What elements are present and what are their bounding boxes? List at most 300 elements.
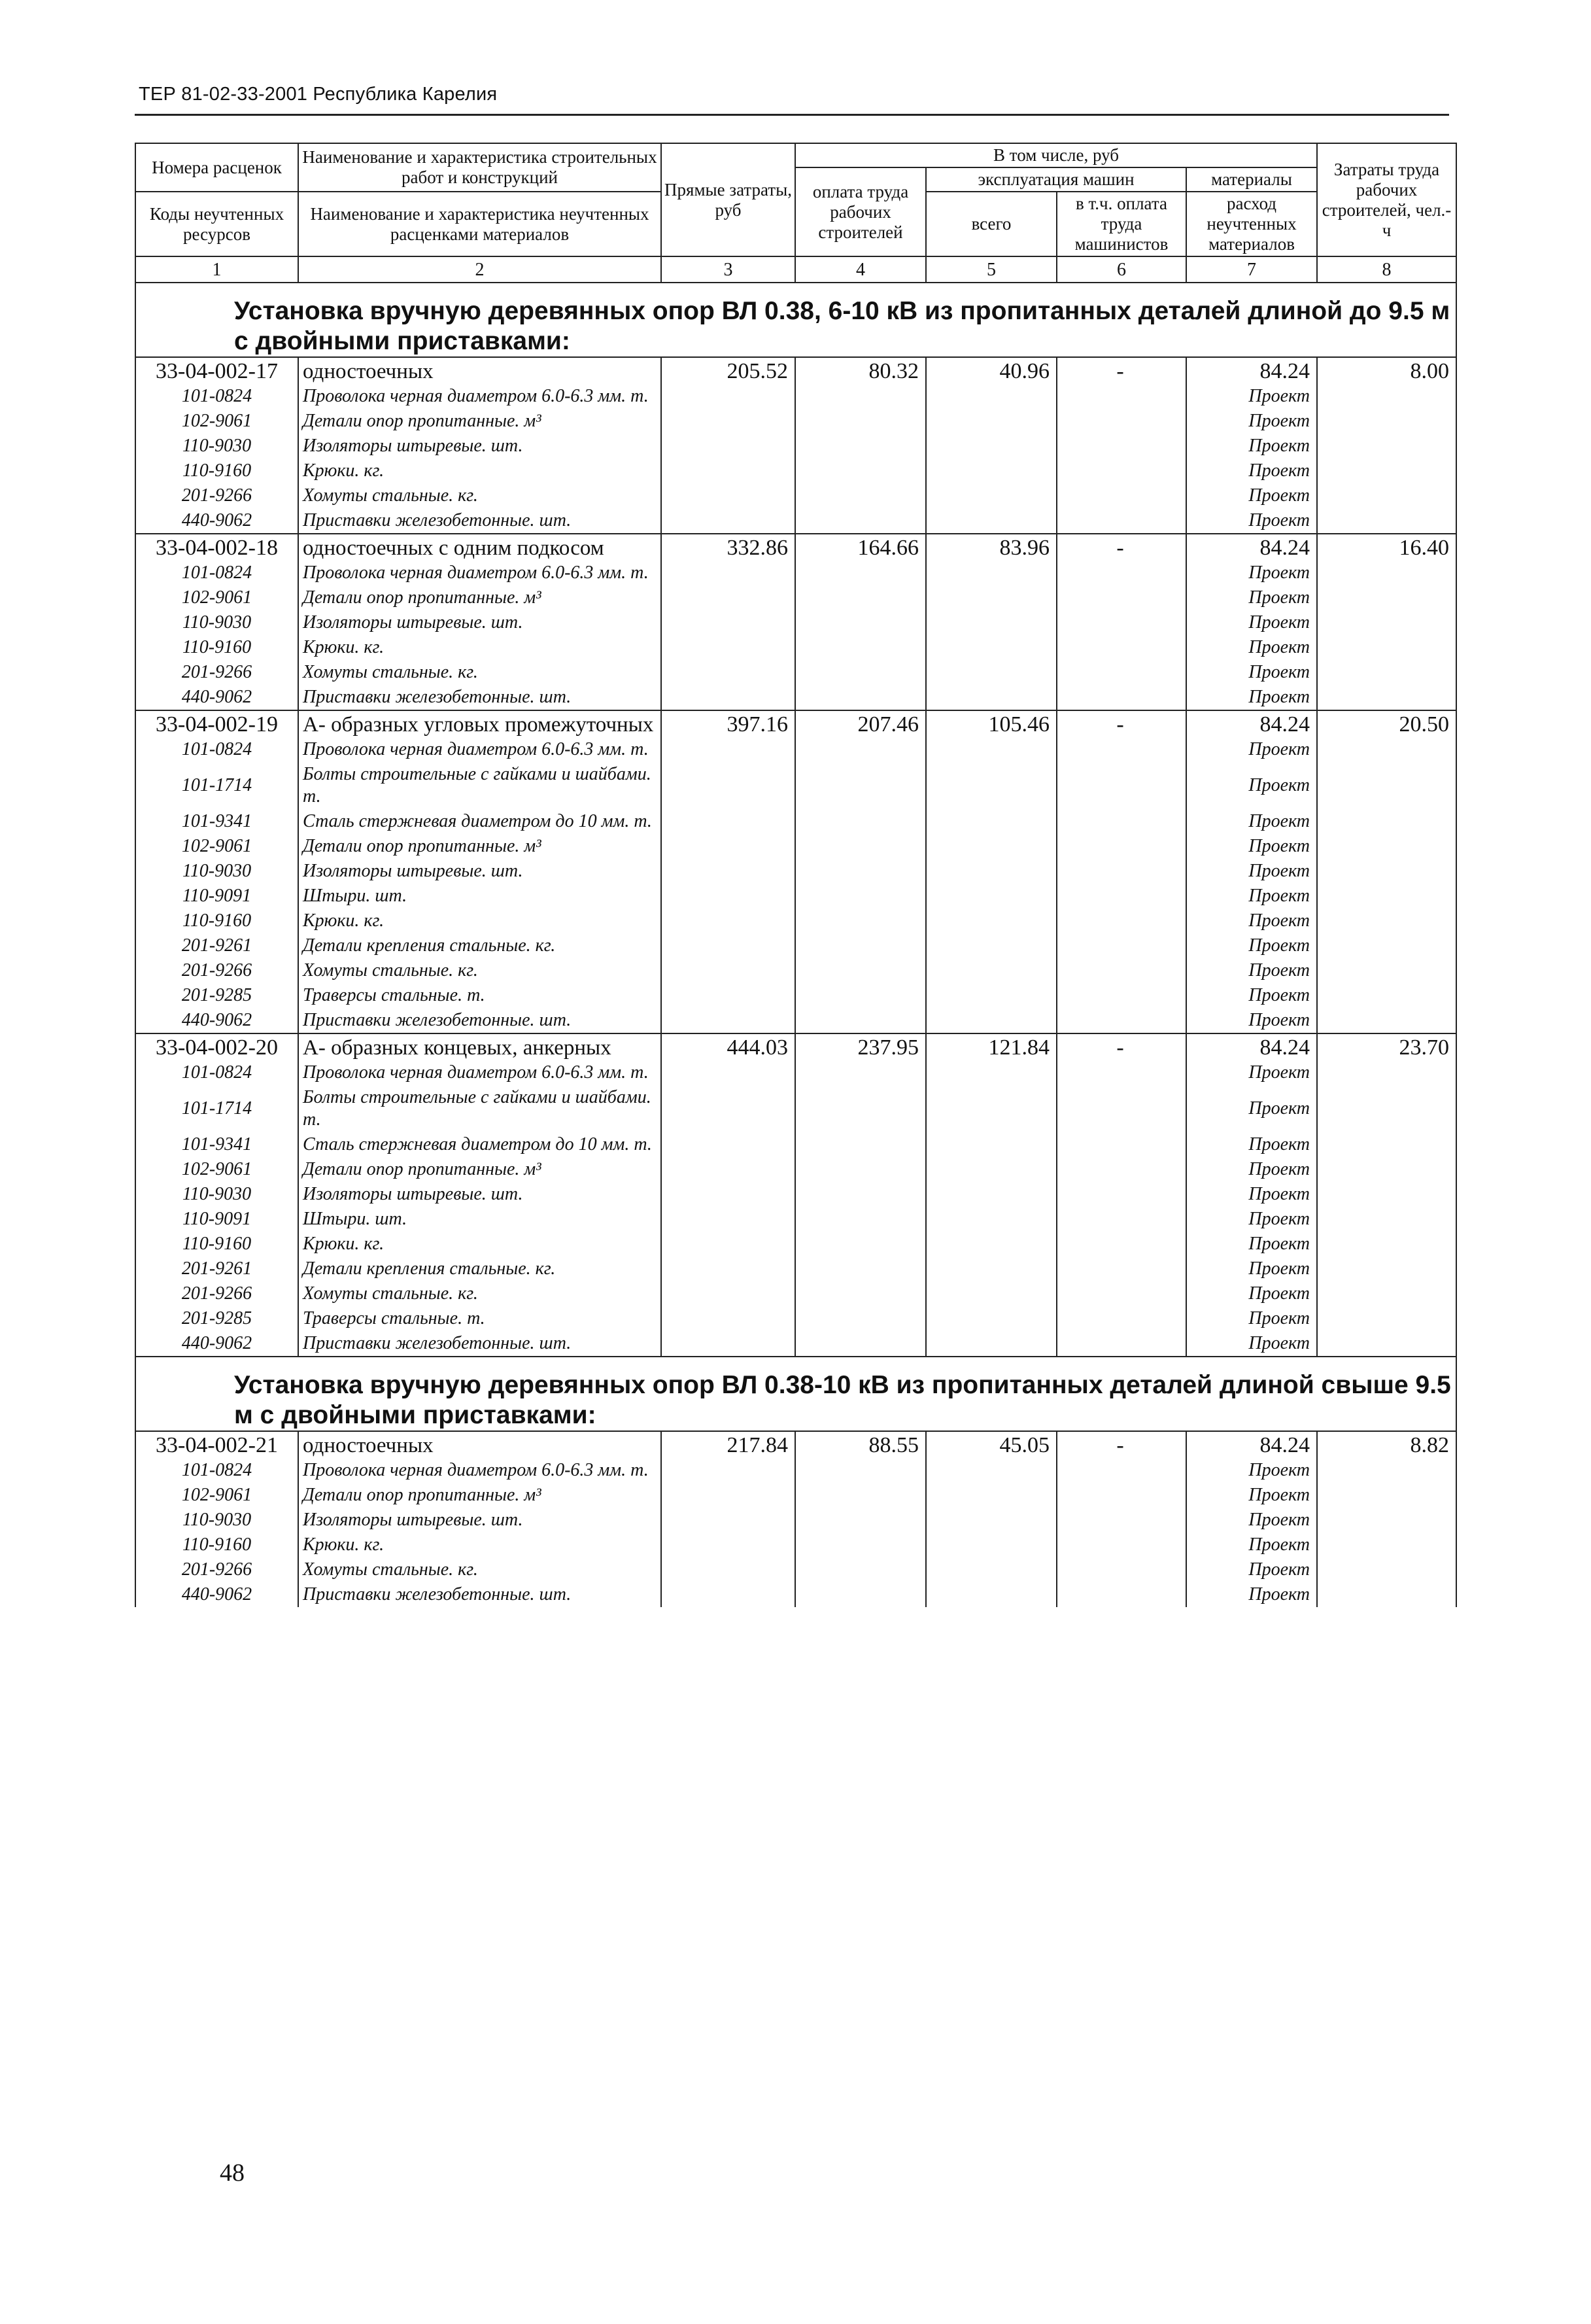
header-codes: Коды неучтенных ресурсов [135, 192, 298, 256]
page-number: 48 [220, 2159, 245, 2187]
materials-costs: 84.24 [1186, 1431, 1317, 1458]
empty-cell [795, 610, 926, 635]
empty-cell [661, 1582, 795, 1607]
resource-consumption: Проект [1186, 508, 1317, 534]
empty-cell [1057, 1157, 1186, 1182]
empty-cell [926, 1060, 1057, 1085]
empty-cell [661, 834, 795, 859]
direct-costs: 332.86 [661, 534, 795, 561]
resource-consumption: Проект [1186, 1232, 1317, 1257]
empty-cell [795, 1458, 926, 1483]
empty-cell [1317, 983, 1456, 1008]
resource-row [135, 859, 1456, 884]
header-incl-machinists: в т.ч. оплата труда машинистов [1057, 192, 1186, 256]
empty-cell [661, 1207, 795, 1232]
empty-cell [795, 561, 926, 585]
machine-costs: 83.96 [926, 534, 1057, 561]
empty-cell [926, 762, 1057, 809]
resource-name: Болты строительные с гайками и шайбами. т. [298, 762, 661, 809]
resource-name: Хомуты стальные. кг. [298, 958, 661, 983]
resource-name: Детали крепления стальные. кг. [298, 1257, 661, 1281]
empty-cell [1317, 1331, 1456, 1357]
resource-row [135, 1483, 1456, 1508]
resource-name: Штыри. шт. [298, 884, 661, 909]
empty-cell [926, 434, 1057, 459]
empty-cell [795, 1508, 926, 1533]
resource-row [135, 409, 1456, 434]
empty-cell [1057, 409, 1186, 434]
resource-row [135, 434, 1456, 459]
resource-code: 201-9261 [135, 1257, 298, 1281]
empty-cell [1057, 809, 1186, 834]
direct-costs: 397.16 [661, 710, 795, 737]
materials-costs: 84.24 [1186, 1033, 1317, 1060]
empty-cell [1057, 483, 1186, 508]
resource-consumption: Проект [1186, 983, 1317, 1008]
resource-code: 110-9160 [135, 635, 298, 660]
empty-cell [1057, 859, 1186, 884]
empty-cell [1057, 834, 1186, 859]
column-number: 7 [1186, 256, 1317, 283]
empty-cell [1317, 1060, 1456, 1085]
empty-cell [795, 585, 926, 610]
resource-name: Изоляторы штыревые. шт. [298, 1182, 661, 1207]
resource-row [135, 1458, 1456, 1483]
empty-cell [795, 1331, 926, 1357]
resource-row [135, 809, 1456, 834]
empty-cell [795, 1182, 926, 1207]
empty-cell [661, 933, 795, 958]
empty-cell [1057, 635, 1186, 660]
resource-row [135, 1132, 1456, 1157]
column-number: 5 [926, 256, 1057, 283]
empty-cell [926, 1157, 1057, 1182]
resource-consumption: Проект [1186, 1008, 1317, 1033]
empty-cell [926, 1085, 1057, 1132]
empty-cell [661, 585, 795, 610]
empty-cell [926, 1306, 1057, 1331]
empty-cell [795, 834, 926, 859]
empty-cell [1057, 762, 1186, 809]
resource-name: Болты строительные с гайками и шайбами. т. [298, 1085, 661, 1132]
labor-hours: 16.40 [1317, 534, 1456, 561]
resource-name: Проволока черная диаметром 6.0-6.3 мм. т. [298, 1458, 661, 1483]
header-direct-costs: Прямые затраты, руб [661, 143, 795, 256]
empty-cell [926, 933, 1057, 958]
resource-row [135, 1533, 1456, 1557]
resource-row [135, 561, 1456, 585]
empty-cell [926, 884, 1057, 909]
resource-code: 440-9062 [135, 1008, 298, 1033]
resource-row [135, 1085, 1456, 1132]
empty-cell [661, 1483, 795, 1508]
header-including: В том числе, руб [795, 143, 1317, 167]
column-number: 4 [795, 256, 926, 283]
resource-code: 201-9266 [135, 958, 298, 983]
empty-cell [926, 1281, 1057, 1306]
empty-cell [926, 1207, 1057, 1232]
rate-name: А- образных угловых промежуточных [298, 710, 661, 737]
resource-row [135, 1508, 1456, 1533]
empty-cell [1317, 561, 1456, 585]
empty-cell [795, 1257, 926, 1281]
resource-code: 201-9285 [135, 983, 298, 1008]
resource-name: Траверсы стальные. т. [298, 983, 661, 1008]
resource-code: 110-9160 [135, 909, 298, 933]
resource-consumption: Проект [1186, 483, 1317, 508]
resource-consumption: Проект [1186, 1533, 1317, 1557]
empty-cell [1317, 1281, 1456, 1306]
resource-row [135, 1257, 1456, 1281]
empty-cell [926, 459, 1057, 483]
empty-cell [661, 762, 795, 809]
empty-cell [1057, 1281, 1186, 1306]
empty-cell [926, 1582, 1057, 1607]
resource-consumption: Проект [1186, 685, 1317, 710]
section-title: Установка вручную деревянных опор ВЛ 0.38, 6-10 кВ из пропитанных деталей длиной до 9.5 м с двойными приставками: [135, 283, 1456, 357]
resource-row [135, 685, 1456, 710]
resource-consumption: Проект [1186, 409, 1317, 434]
empty-cell [661, 459, 795, 483]
resource-consumption: Проект [1186, 1483, 1317, 1508]
resource-code: 110-9030 [135, 1182, 298, 1207]
empty-cell [1317, 459, 1456, 483]
empty-cell [1057, 1132, 1186, 1157]
machinists-pay: - [1057, 710, 1186, 737]
empty-cell [1317, 1207, 1456, 1232]
empty-cell [795, 384, 926, 409]
empty-cell [1317, 1232, 1456, 1257]
empty-cell [661, 685, 795, 710]
empty-cell [661, 434, 795, 459]
resource-row [135, 459, 1456, 483]
resource-code: 101-0824 [135, 1060, 298, 1085]
empty-cell [661, 1060, 795, 1085]
header-labor-pay: оплата труда рабочих строителей [795, 167, 926, 256]
labor-hours: 23.70 [1317, 1033, 1456, 1060]
rate-code: 33-04-002-20 [135, 1033, 298, 1060]
empty-cell [661, 561, 795, 585]
resource-row [135, 384, 1456, 409]
empty-cell [1057, 561, 1186, 585]
resource-code: 201-9266 [135, 1557, 298, 1582]
empty-cell [926, 1132, 1057, 1157]
empty-cell [1317, 384, 1456, 409]
resource-name: Изоляторы штыревые. шт. [298, 1508, 661, 1533]
empty-cell [661, 1132, 795, 1157]
resource-consumption: Проект [1186, 762, 1317, 809]
empty-cell [795, 483, 926, 508]
machine-costs: 45.05 [926, 1431, 1057, 1458]
empty-cell [1057, 685, 1186, 710]
empty-cell [661, 884, 795, 909]
resource-consumption: Проект [1186, 859, 1317, 884]
resource-consumption: Проект [1186, 1508, 1317, 1533]
empty-cell [1057, 958, 1186, 983]
rate-name: одностоечных [298, 1431, 661, 1458]
empty-cell [1057, 585, 1186, 610]
empty-cell [926, 508, 1057, 534]
empty-cell [1057, 884, 1186, 909]
materials-costs: 84.24 [1186, 357, 1317, 384]
resource-name: Крюки. кг. [298, 459, 661, 483]
empty-cell [926, 1508, 1057, 1533]
resource-row [135, 1232, 1456, 1257]
resource-consumption: Проект [1186, 1132, 1317, 1157]
header-rate-numbers: Номера расценок [135, 143, 298, 192]
header-name-materials: Наименование и характеристика неучтенных расценками материалов [298, 192, 661, 256]
resource-row [135, 983, 1456, 1008]
resource-name: Крюки. кг. [298, 635, 661, 660]
resource-name: Проволока черная диаметром 6.0-6.3 мм. т. [298, 737, 661, 762]
section-heading-row [135, 1357, 1456, 1431]
empty-cell [661, 409, 795, 434]
resource-row [135, 610, 1456, 635]
column-number: 6 [1057, 256, 1186, 283]
resource-name: Траверсы стальные. т. [298, 1306, 661, 1331]
resource-code: 102-9061 [135, 585, 298, 610]
column-number: 3 [661, 256, 795, 283]
header-labor-costs: Затраты труда рабочих строителей, чел.-ч [1317, 143, 1456, 256]
empty-cell [1317, 434, 1456, 459]
header-materials: материалы [1186, 167, 1317, 192]
empty-cell [1057, 1182, 1186, 1207]
resource-code: 201-9285 [135, 1306, 298, 1331]
resource-consumption: Проект [1186, 1582, 1317, 1607]
resource-consumption: Проект [1186, 1557, 1317, 1582]
empty-cell [795, 508, 926, 534]
resource-consumption: Проект [1186, 834, 1317, 859]
empty-cell [926, 1008, 1057, 1033]
resource-consumption: Проект [1186, 384, 1317, 409]
resource-row [135, 1281, 1456, 1306]
resource-code: 440-9062 [135, 508, 298, 534]
empty-cell [1317, 1508, 1456, 1533]
empty-cell [926, 809, 1057, 834]
empty-cell [1317, 1557, 1456, 1582]
empty-cell [795, 1085, 926, 1132]
empty-cell [661, 809, 795, 834]
resource-code: 110-9030 [135, 859, 298, 884]
resource-row [135, 834, 1456, 859]
resource-row [135, 1008, 1456, 1033]
labor-pay: 237.95 [795, 1033, 926, 1060]
empty-cell [795, 762, 926, 809]
resource-consumption: Проект [1186, 958, 1317, 983]
resource-name: Крюки. кг. [298, 1232, 661, 1257]
resource-row [135, 1060, 1456, 1085]
empty-cell [661, 483, 795, 508]
empty-cell [926, 909, 1057, 933]
empty-cell [1317, 1132, 1456, 1157]
empty-cell [1317, 1257, 1456, 1281]
empty-cell [661, 1257, 795, 1281]
header-total: всего [926, 192, 1057, 256]
resource-code: 110-9160 [135, 1533, 298, 1557]
labor-pay: 88.55 [795, 1431, 926, 1458]
resource-name: Детали опор пропитанные. м³ [298, 834, 661, 859]
empty-cell [1057, 737, 1186, 762]
direct-costs: 217.84 [661, 1431, 795, 1458]
empty-cell [1317, 933, 1456, 958]
labor-hours: 8.82 [1317, 1431, 1456, 1458]
empty-cell [661, 1182, 795, 1207]
resource-consumption: Проект [1186, 737, 1317, 762]
empty-cell [1317, 1483, 1456, 1508]
header-materials-consumption: расход неучтенных материалов [1186, 192, 1317, 256]
empty-cell [795, 1533, 926, 1557]
resource-consumption: Проект [1186, 909, 1317, 933]
resource-name: Приставки железобетонные. шт. [298, 1008, 661, 1033]
empty-cell [1057, 434, 1186, 459]
empty-cell [1057, 983, 1186, 1008]
empty-cell [1317, 1582, 1456, 1607]
resource-consumption: Проект [1186, 1458, 1317, 1483]
empty-cell [1317, 859, 1456, 884]
empty-cell [795, 909, 926, 933]
resource-row [135, 737, 1456, 762]
resource-row [135, 958, 1456, 983]
empty-cell [926, 660, 1057, 685]
resource-code: 101-9341 [135, 809, 298, 834]
rate-code: 33-04-002-21 [135, 1431, 298, 1458]
machinists-pay: - [1057, 1033, 1186, 1060]
empty-cell [1057, 1232, 1186, 1257]
empty-cell [926, 409, 1057, 434]
empty-cell [926, 1331, 1057, 1357]
empty-cell [661, 983, 795, 1008]
machine-costs: 40.96 [926, 357, 1057, 384]
section-title: Установка вручную деревянных опор ВЛ 0.38-10 кВ из пропитанных деталей длиной свыше 9.5 м с двойными приставками: [135, 1357, 1456, 1431]
empty-cell [926, 561, 1057, 585]
empty-cell [1317, 809, 1456, 834]
resource-code: 110-9030 [135, 610, 298, 635]
header-name-works: Наименование и характеристика строительных работ и конструкций [298, 143, 661, 192]
empty-cell [1317, 1157, 1456, 1182]
empty-cell [1317, 483, 1456, 508]
empty-cell [1057, 1331, 1186, 1357]
rate-code: 33-04-002-18 [135, 534, 298, 561]
resource-row [135, 1157, 1456, 1182]
empty-cell [926, 1257, 1057, 1281]
machine-costs: 121.84 [926, 1033, 1057, 1060]
materials-costs: 84.24 [1186, 534, 1317, 561]
empty-cell [795, 685, 926, 710]
resource-name: Крюки. кг. [298, 1533, 661, 1557]
machinists-pay: - [1057, 534, 1186, 561]
empty-cell [795, 1306, 926, 1331]
empty-cell [1057, 1557, 1186, 1582]
resource-code: 101-0824 [135, 384, 298, 409]
labor-pay: 164.66 [795, 534, 926, 561]
resource-consumption: Проект [1186, 1060, 1317, 1085]
resource-name: Проволока черная диаметром 6.0-6.3 мм. т. [298, 561, 661, 585]
empty-cell [795, 1157, 926, 1182]
rate-code: 33-04-002-19 [135, 710, 298, 737]
resource-name: Приставки железобетонные. шт. [298, 508, 661, 534]
empty-cell [1317, 1085, 1456, 1132]
empty-cell [795, 459, 926, 483]
empty-cell [1057, 1582, 1186, 1607]
labor-pay: 207.46 [795, 710, 926, 737]
rate-row [135, 710, 1456, 737]
empty-cell [795, 859, 926, 884]
empty-cell [1317, 834, 1456, 859]
empty-cell [795, 409, 926, 434]
labor-hours: 20.50 [1317, 710, 1456, 737]
resource-consumption: Проект [1186, 1182, 1317, 1207]
resource-consumption: Проект [1186, 809, 1317, 834]
empty-cell [661, 737, 795, 762]
empty-cell [661, 859, 795, 884]
resource-row [135, 660, 1456, 685]
empty-cell [661, 1458, 795, 1483]
empty-cell [661, 1281, 795, 1306]
rate-name: одностоечных с одним подкосом [298, 534, 661, 561]
resource-code: 101-0824 [135, 737, 298, 762]
direct-costs: 444.03 [661, 1033, 795, 1060]
resource-name: Детали крепления стальные. кг. [298, 933, 661, 958]
column-number: 1 [135, 256, 298, 283]
resource-row [135, 585, 1456, 610]
empty-cell [1057, 1060, 1186, 1085]
header-machine-operation: эксплуатация машин [926, 167, 1186, 192]
empty-cell [1057, 1257, 1186, 1281]
empty-cell [661, 610, 795, 635]
empty-cell [926, 834, 1057, 859]
column-numbers-row [135, 256, 1456, 283]
empty-cell [661, 1085, 795, 1132]
resource-code: 201-9266 [135, 1281, 298, 1306]
empty-cell [926, 685, 1057, 710]
empty-cell [1057, 1306, 1186, 1331]
empty-cell [795, 434, 926, 459]
resource-name: Изоляторы штыревые. шт. [298, 859, 661, 884]
resource-row [135, 909, 1456, 933]
empty-cell [661, 1232, 795, 1257]
empty-cell [1317, 585, 1456, 610]
empty-cell [661, 384, 795, 409]
empty-cell [795, 660, 926, 685]
empty-cell [795, 1060, 926, 1085]
empty-cell [795, 884, 926, 909]
empty-cell [1057, 384, 1186, 409]
empty-cell [1057, 909, 1186, 933]
resource-code: 110-9030 [135, 434, 298, 459]
empty-cell [1057, 508, 1186, 534]
empty-cell [926, 1232, 1057, 1257]
empty-cell [795, 983, 926, 1008]
resource-name: Детали опор пропитанные. м³ [298, 1483, 661, 1508]
empty-cell [926, 610, 1057, 635]
resource-name: Детали опор пропитанные. м³ [298, 585, 661, 610]
empty-cell [1317, 762, 1456, 809]
empty-cell [1057, 660, 1186, 685]
resource-code: 110-9091 [135, 884, 298, 909]
resource-consumption: Проект [1186, 1257, 1317, 1281]
empty-cell [1317, 1182, 1456, 1207]
labor-pay: 80.32 [795, 357, 926, 384]
empty-cell [1057, 933, 1186, 958]
empty-cell [795, 737, 926, 762]
empty-cell [795, 1281, 926, 1306]
resource-name: Проволока черная диаметром 6.0-6.3 мм. т. [298, 384, 661, 409]
empty-cell [661, 1157, 795, 1182]
header-rule [135, 114, 1449, 116]
rate-row [135, 357, 1456, 384]
empty-cell [795, 1008, 926, 1033]
column-number: 2 [298, 256, 661, 283]
